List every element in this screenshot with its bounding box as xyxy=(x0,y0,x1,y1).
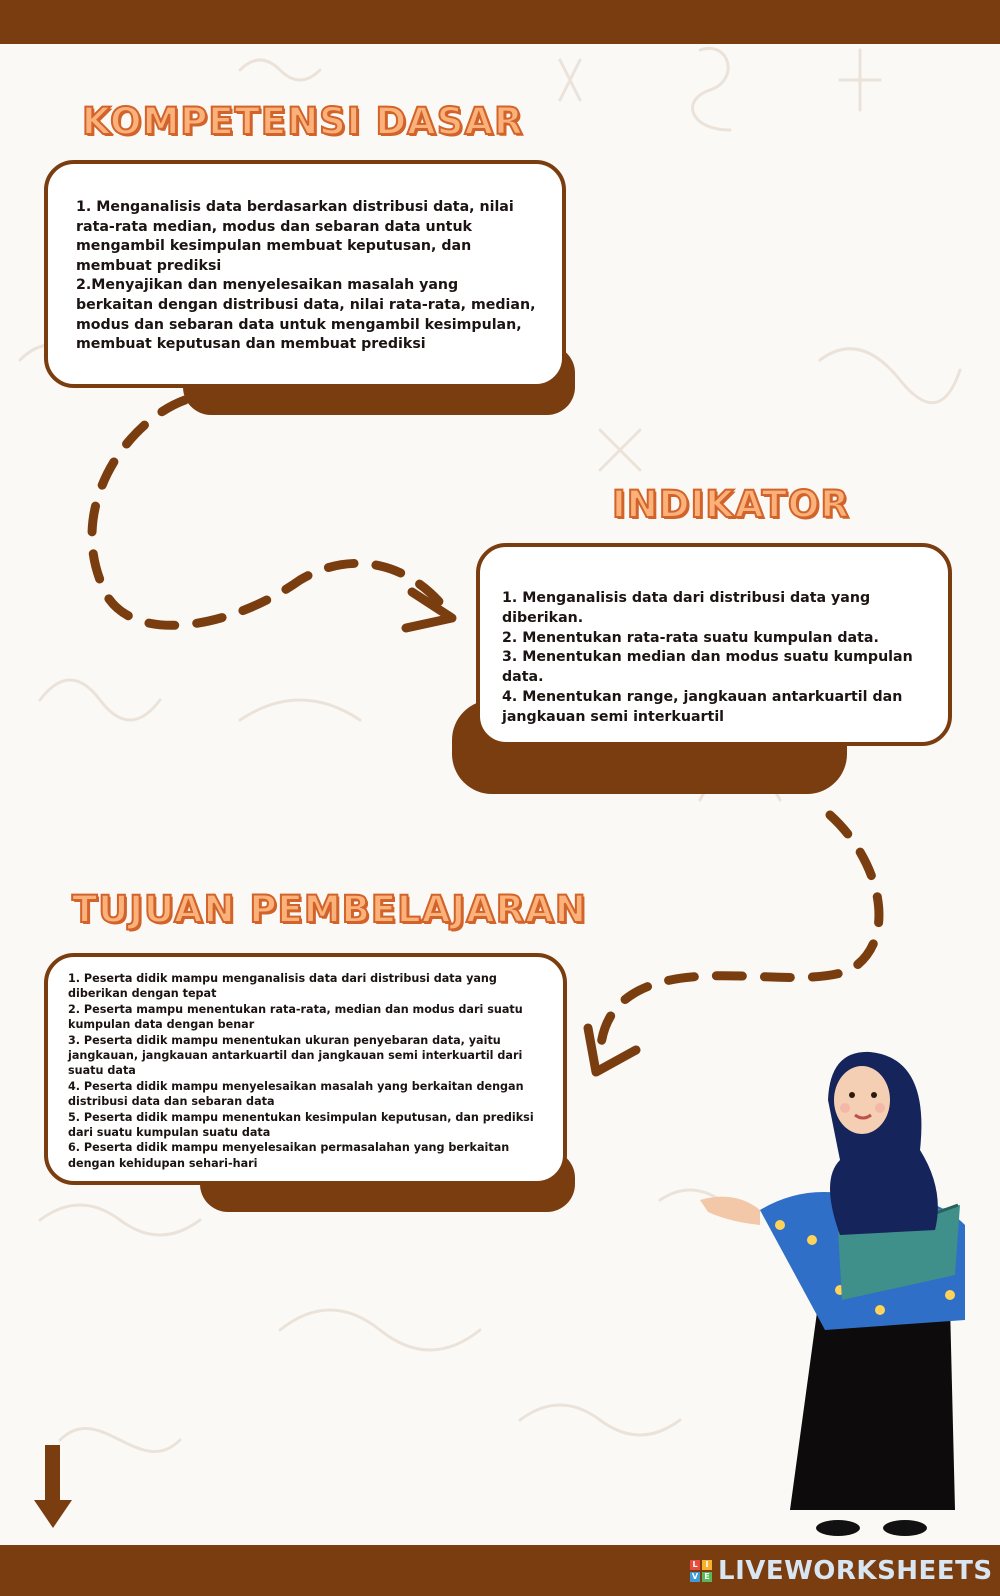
list-item: 1. Menganalisis data dari distribusi data yang diberikan. xyxy=(502,590,871,626)
dashed-connector-1 xyxy=(92,400,450,625)
list-item: 4. Peserta didik mampu menyelesaikan masalah yang berkaitan dengan distribusi data dan sebaran data xyxy=(68,1079,524,1109)
down-arrow-icon xyxy=(34,1445,72,1528)
liveworksheets-brand[interactable] xyxy=(690,1553,993,1589)
tujuan-heading: TUJUAN PEMBELAJARAN xyxy=(72,888,587,931)
teacher-illustration xyxy=(700,1052,965,1536)
tujuan-card xyxy=(44,953,567,1185)
liveworksheets-logo-icon xyxy=(690,1560,712,1582)
list-item: 2. Peserta mampu menentukan rata-rata, median dan modus dari suatu kumpulan data dengan benar xyxy=(68,1002,523,1032)
logo-letter: I xyxy=(702,1560,712,1570)
list-item: 6. Peserta didik mampu menyelesaikan permasalahan yang berkaitan dengan kehidupan sehari-hari xyxy=(68,1141,510,1170)
list-item: 5. Peserta didik mampu menentukan kesimpulan keputusan, dan prediksi dari suatu kumpulan suatu data xyxy=(68,1110,534,1140)
logo-letter: V xyxy=(691,1572,699,1581)
dashed-connector-2 xyxy=(600,815,879,1060)
logo-letter: L xyxy=(690,1560,700,1570)
list-item: 2. Menentukan rata-rata suatu kumpulan data. xyxy=(502,629,879,646)
brand-text: LIVEWORKSHEETS xyxy=(718,1556,993,1586)
kompetensi-card xyxy=(44,160,566,388)
list-item: 2.Menyajikan dan menyelesaikan masalah yang berkaitan dengan distribusi data, nilai rata-rata, median, modus dan sebaran data untuk mengambil kesimpulan, membuat keputusan dan membuat prediksi xyxy=(76,277,536,353)
list-item: 4. Menentukan range, jangkauan antarkuartil dan jangkauan semi interkuartil xyxy=(502,688,903,725)
kompetensi-heading: KOMPETENSI DASAR xyxy=(82,100,524,143)
logo-letter: E xyxy=(702,1572,712,1582)
list-item: 1. Menganalisis data berdasarkan distribusi data, nilai rata-rata median, modus dan sebaran data untuk mengambil kesimpulan membuat keputusan, dan membuat prediksi xyxy=(76,199,514,274)
kompetensi-list xyxy=(76,198,536,355)
list-item: 1. Peserta didik mampu menganalisis data dari distribusi data yang diberikan dengan tepat xyxy=(68,972,497,1001)
indikator-heading: INDIKATOR xyxy=(612,483,850,526)
indikator-list xyxy=(502,589,934,728)
list-item: 3. Peserta didik mampu menentukan ukuran penyebaran data, yaitu jangkauan, jangkauan antarkuartil dan jangkauan semi interkuartil dari suatu data xyxy=(68,1033,523,1078)
indikator-card xyxy=(476,543,952,746)
arrowhead-2 xyxy=(588,1028,636,1072)
tujuan-list xyxy=(68,971,549,1171)
list-item: 3. Menentukan median dan modus suatu kumpulan data. xyxy=(502,649,913,686)
